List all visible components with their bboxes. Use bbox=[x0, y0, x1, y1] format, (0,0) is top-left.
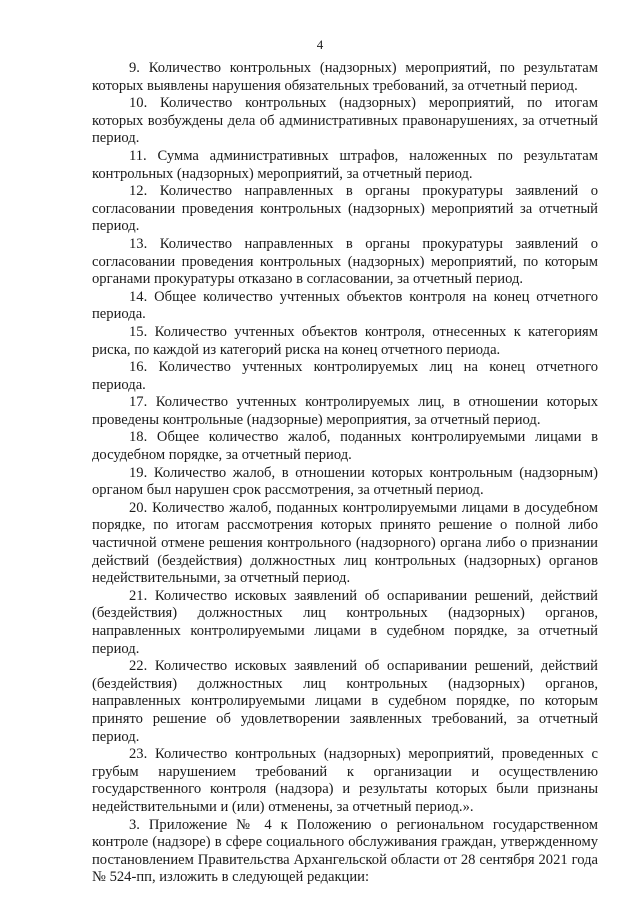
paragraph-16: 16. Количество учтенных контролируемых лиц на конец отчетного периода. bbox=[92, 359, 598, 393]
page-number: 4 bbox=[316, 37, 324, 52]
paragraph-11: 11. Сумма административных штрафов, наложенных по результатам контрольных (надзорных) мероприятий, за отчетный период. bbox=[92, 147, 598, 182]
paragraph-15: 15. Количество учтенных объектов контроля, отнесенных к категориям риска, по каждой из категорий риска на конец отчетного периода. bbox=[92, 323, 598, 358]
paragraph-item-3: 3. Приложение № 4 к Положению о региональном государственном контроле (надзоре) в сфере социального обслуживания граждан, утвержденному постановлением Правительства Архангельской области от 28 сентября 2021 года № 524-пп, изложить в следующей редакции: bbox=[92, 816, 598, 886]
paragraph-21: 21. Количество исковых заявлений об оспаривании решений, действий (бездействия) должностных лиц контрольных (надзорных) органов, направленных контролируемыми лицами в судебном порядке, за отчетный период. bbox=[92, 587, 598, 657]
paragraph-22: 22. Количество исковых заявлений об оспаривании решений, действий (бездействия) должностных лиц контрольных (надзорных) органов, направленных контролируемыми лицами в судебном порядке, по которым принято решение об удовлетворении заявленных требований, за отчетный период. bbox=[92, 658, 598, 745]
paragraph-17: 17. Количество учтенных контролируемых лиц, в отношении которых проведены контрольные (надзорные) мероприятия, за отчетный период. bbox=[92, 394, 598, 428]
paragraph-9: 9. Количество контрольных (надзорных) мероприятий, по результатам которых выявлены нарушения обязательных требований, за отчетный период. bbox=[92, 60, 598, 94]
paragraph-13: 13. Количество направленных в органы прокуратуры заявлений о согласовании проведения контрольных (надзорных) мероприятий, по которым органами прокуратуры отказано в согласовании, за отчетный период. bbox=[92, 235, 598, 288]
document-body bbox=[92, 60, 598, 887]
paragraph-18: 18. Общее количество жалоб, поданных контролируемыми лицами в досудебном порядке, за отчетный период. bbox=[92, 429, 598, 464]
paragraph-19: 19. Количество жалоб, в отношении которых контрольным (надзорным) органом был нарушен срок рассмотрения, за отчетный период. bbox=[92, 464, 598, 499]
paragraph-10: 10. Количество контрольных (надзорных) мероприятий, по итогам которых возбуждены дела об административных правонарушениях, за отчетный период. bbox=[92, 95, 598, 147]
paragraph-23: 23. Количество контрольных (надзорных) мероприятий, проведенных с грубым нарушением требований к организации и осуществлению государственного контроля (надзора) и результаты которых были признаны недействительными и (или) отменены, за отчетный период.». bbox=[92, 746, 598, 815]
paragraph-14: 14. Общее количество учтенных объектов контроля на конец отчетного периода. bbox=[92, 288, 598, 323]
paragraph-12: 12. Количество направленных в органы прокуратуры заявлений о согласовании проведения контрольных (надзорных) мероприятий за отчетный период. bbox=[92, 183, 598, 235]
paragraph-20: 20. Количество жалоб, поданных контролируемыми лицами в досудебном порядке, по итогам рассмотрения которых принято решение о полной либо частичной отмене решения контрольного (надзорного) органа либо о признании действий (бездействия) должностных лиц контрольных (надзорных) органов недействительными, за отчетный период. bbox=[92, 499, 598, 587]
